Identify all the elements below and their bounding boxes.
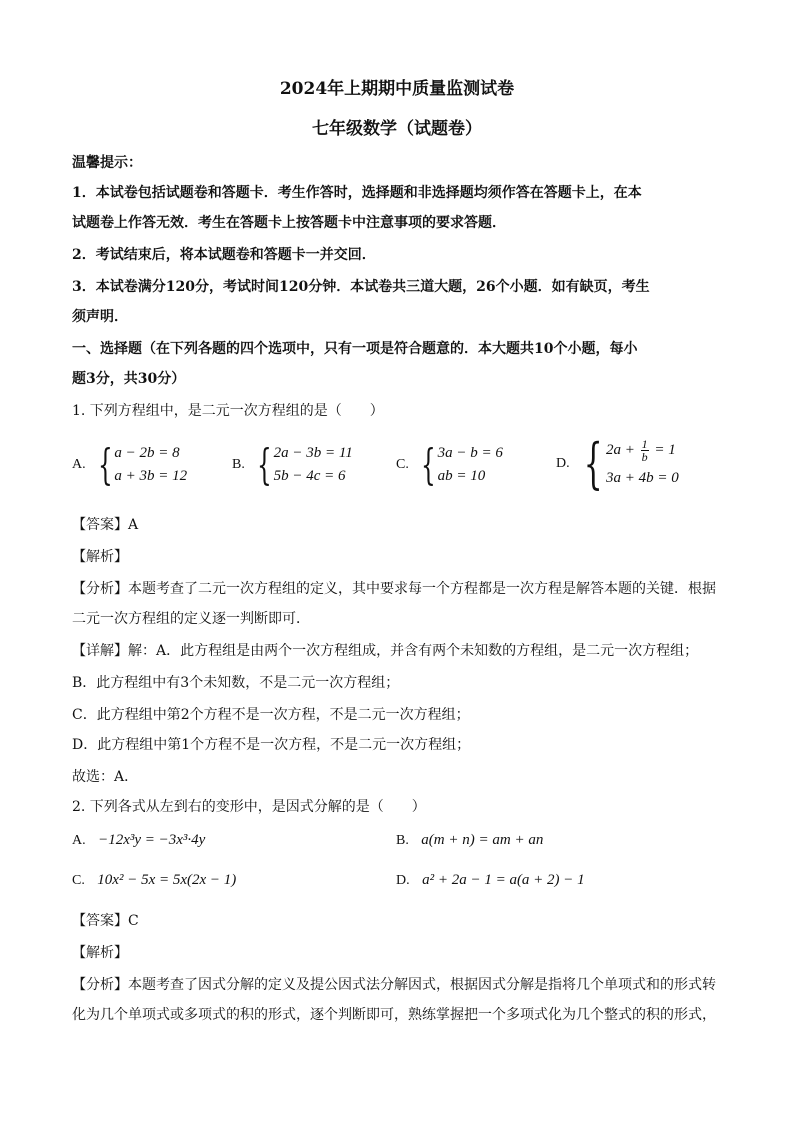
notice-item-3-line-1: 3．本试卷满分120分，考试时间120分钟．本试卷共三道大题，26个小题．如有缺页，考生 [72, 279, 650, 295]
q1-option-b-label: B. [232, 457, 245, 472]
q2-option-b-label: B. [396, 833, 409, 848]
q2-option-a-expr: −12x³y = −3x³·4y [98, 832, 206, 848]
q1-option-c-eq1: 3a − b = 6 [437, 445, 503, 461]
section-1-heading-line-1: 一、选择题（在下列各题的四个选项中，只有一项是符合题意的．本大题共10个小题，每小 [72, 341, 638, 357]
q1-option-b [232, 442, 353, 488]
q2-analysis-line-2: 化为几个单项式或多项式的积的形式，逐个判断即可，熟练掌握把一个多项式化为几个整式的积的形式， [72, 1007, 716, 1023]
q1-option-d-eq1: 2a + $\frac{1}{b}$ = 1 [605, 437, 676, 465]
notice-item-2: 2．考试结束后，将本试题卷和答题卡一并交回． [72, 247, 376, 263]
q2-option-c [72, 872, 236, 889]
q1-stem: 1. 下列方程组中，是二元一次方程组的是（ ） [72, 403, 384, 419]
q1-option-d-eq2: 3a + 4b = 0 [605, 470, 679, 486]
q1-option-b-eq1: 2a − 3b = 11 [273, 445, 353, 461]
q1-detail-line-3: C．此方程组中第2个方程不是一次方程，不是二元一次方程组； [72, 707, 470, 723]
q1-detail-line-2: B．此方程组中有3个未知数，不是二元一次方程组； [72, 675, 400, 691]
brace-icon: { [97, 440, 113, 489]
q1-option-d [556, 432, 679, 495]
q1-analysis-tag: 【解析】 [72, 549, 128, 565]
brace-icon: { [583, 432, 603, 495]
q2-answer: 【答案】C [72, 913, 139, 929]
notice-item-3-line-2: 须声明． [72, 309, 128, 325]
q1-option-a-eq1: a − 2b = 8 [114, 445, 180, 461]
q2-stem: 2. 下列各式从左到右的变形中，是因式分解的是（ ） [72, 799, 426, 815]
q2-analysis-tag: 【解析】 [72, 945, 128, 961]
section-1-heading-line-2: 题3分，共30分） [72, 371, 186, 387]
q1-option-d-label: D. [556, 456, 570, 471]
q2-option-d [396, 872, 585, 889]
q1-option-a-eq2: a + 3b = 12 [114, 468, 188, 484]
notice-heading: 温馨提示： [72, 155, 142, 171]
q2-option-d-label: D. [396, 873, 410, 888]
q2-option-c-expr: 10x² − 5x = 5x(2x − 1) [97, 872, 237, 888]
q2-option-b [396, 832, 543, 849]
notice-item-1-line-1: 1．本试卷包括试题卷和答题卡．考生作答时，选择题和非选择题均须作答在答题卡上，在本 [72, 185, 642, 201]
q1-detail-line-1: 【详解】解：A．此方程组是由两个一次方程组成，并含有两个未知数的方程组，是二元一次方程组； [72, 643, 699, 659]
q2-option-c-label: C. [72, 873, 85, 888]
q2-option-d-expr: a² + 2a − 1 = a(a + 2) − 1 [422, 872, 585, 888]
q1-option-b-eq2: 5b − 4c = 6 [273, 468, 346, 484]
q1-option-c-eq2: ab = 10 [437, 468, 486, 484]
q1-option-c [396, 442, 503, 488]
q1-analysis-line-2: 二元一次方程组的定义逐一判断即可． [72, 611, 310, 627]
q2-option-a [72, 832, 205, 849]
exam-title: 2024年上期期中质量监测试卷 [279, 79, 515, 99]
q1-answer: 【答案】A [72, 517, 139, 533]
q1-analysis-line-1: 【分析】本题考查了二元一次方程组的定义，其中要求每一个方程都是一次方程是解答本题的关键．根据 [72, 581, 716, 597]
q1-conclusion: 故选：A． [72, 769, 139, 785]
exam-subtitle: 七年级数学（试题卷） [312, 119, 482, 139]
q2-analysis-line-1: 【分析】本题考查了因式分解的定义及提公因式法分解因式，根据因式分解是指将几个单项式和的形式转 [72, 977, 716, 993]
q2-option-a-label: A. [72, 833, 86, 848]
notice-item-1-line-2: 试题卷上作答无效．考生在答题卡上按答题卡中注意事项的要求答题． [72, 215, 506, 231]
q1-option-a [72, 442, 187, 488]
q2-option-b-expr: a(m + n) = am + an [421, 832, 544, 848]
q1-option-c-label: C. [396, 457, 409, 472]
brace-icon: { [420, 440, 436, 489]
brace-icon: { [256, 440, 272, 489]
q1-option-a-label: A. [72, 457, 86, 472]
q1-detail-line-4: D．此方程组中第1个方程不是一次方程，不是二元一次方程组； [72, 737, 471, 753]
